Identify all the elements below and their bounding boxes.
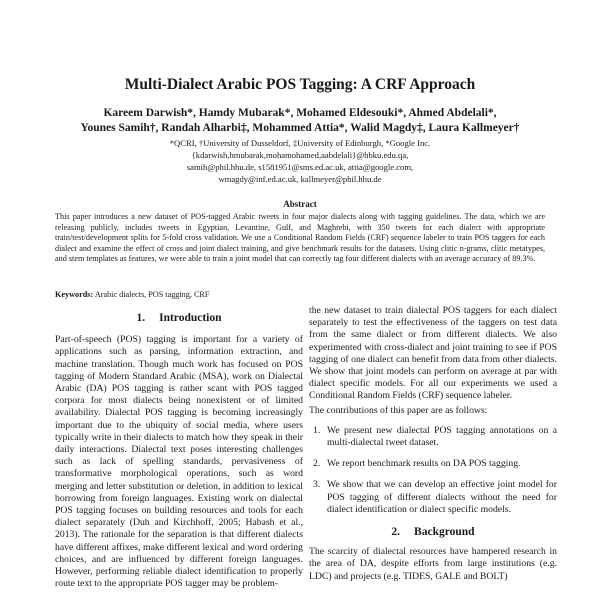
bullet-icon: 3.: [313, 479, 321, 491]
abstract-heading: Abstract: [283, 199, 317, 209]
paper-title: Multi-Dialect Arabic POS Tagging: A CRF Approach: [124, 76, 476, 93]
background-paragraph: The scarcity of dialectal resources have hampered research in the area of DA, despite efforts from large institutions (e.g. LDC) and projects (e.g. TIDES, GALE and BOLT): [309, 546, 557, 582]
author-line-1: Kareem Darwish*, Hamdy Mubarak*, Mohamed Eldesouki*, Ahmed Abdelali*,: [103, 107, 497, 119]
section-number: 2.: [391, 526, 401, 539]
author-list: [30, 106, 570, 136]
section-number: 1.: [136, 312, 146, 324]
keywords: [55, 290, 545, 299]
section-title: Background: [414, 526, 475, 539]
section-title: Introduction: [159, 312, 222, 324]
bullet-icon: 1.: [313, 424, 321, 436]
list-item: 1. We present new dialectal POS tagging annotations on a multi-dialectal tweet dataset.: [313, 424, 557, 449]
keywords-label: Keywords:: [55, 290, 94, 299]
email-line: {kdarwish,hmubarak,mohamohamed,aabdelali}@hbku.edu.qa,: [191, 150, 409, 160]
list-item: 2. We report benchmark results on DA POS tagging.: [313, 458, 521, 470]
section-heading-background: [309, 526, 557, 538]
section-heading-introduction: [55, 312, 303, 324]
introduction-paragraph: Part-of-speech (POS) tagging is important for a variety of applications such as parsing, information extraction, and machine translation. Though much work has focused on POS tagging of Modern Standard Arabic (MSA), work on Dialectal Arabic (DA) POS tagging is rather scant with POS tagged corpora for most dialects being nonexistent or of limited availability. Dialectal POS tagging is becoming increasingly important due to the ubiquity of social media, where users typically write in their dialects to match how they speak in their daily interactions. Dialectal text poses interesting challenges such as lack of spelling standards, pervasiveness of transformative morphological operations, such as word merging and letter substitution or deletion, in addition to lexical borrowing from foreign languages. Existing work on dialectal POS tagging focuses on building resources and tools for each dialect separately (Duh and Kirchhoff, 2005; Habash et al., 2013). The rationale for the separation is that different dialects have different affixes, make different lexical and word ordering choices, and are influenced by different foreign languages. However, performing reliable dialect identification to properly route text to the appropriate POS tagger may be problem-: [55, 334, 303, 590]
email-line: wmagdy@inf.ed.ac.uk, kallmeyer@phil.hhu.de: [218, 174, 382, 184]
author-line-2: Younes Samih†, Randah Alharbi‡, Mohammed Attia*, Walid Magdy‡, Laura Kallmeyer†: [80, 122, 520, 134]
keywords-text: Arabic dialects, POS tagging, CRF: [94, 290, 210, 299]
right-column: [309, 305, 557, 583]
abstract-text: This paper introduces a new dataset of POS-tagged Arabic tweets in four major dialects along with tagging guidelines. The data, which we are releasing publicly, includes tweets in Egyptian, Levantine, Gulf, and Maghrebi, with 350 tweets for each dialect with appropriate train/test/development splits for 5-fold cross validation. We use a Conditional Random Fields (CRF) sequence labeler to train POS taggers for each dialect and examine the effect of cross and joint dialect training, and give benchmark results for the datasets. Using clitic n-grams, clitic metatypes, and stem templates as features, we were able to train a joint model that can correctly tag four different dialects with an average accuracy of 89.3%.: [55, 212, 545, 263]
bullet-icon: 2.: [313, 458, 321, 470]
list-item: 3. We show that we can develop an effective joint model for POS tagging of different dialects without the need for dialect identification or dialect specific models.: [313, 479, 557, 515]
affiliations: [30, 137, 570, 185]
affiliation-line: *QCRI, †University of Dusseldorf, ‡University of Edinburgh, *Google Inc.: [169, 138, 431, 148]
body-paragraph: the new dataset to train dialectal POS taggers for each dialect separately to test the effectiveness of the taggers on test data from the same dialect or from different dialects. We also experimented with cross-dialect and joint training to see if POS tagging of one dialect can benefit from data from other dialects. We show that joint models can perform on average at par with dialect specific models. For all our experiments we used a Conditional Random Fields (CRF) sequence labeler.: [309, 305, 557, 402]
email-line: samih@phil.hhu.de, s1581951@sms.ed.ac.uk, attia@google.com,: [186, 162, 414, 172]
contributions-list: [309, 425, 557, 516]
contributions-intro: The contributions of this paper are as follows:: [309, 404, 488, 416]
left-column: [55, 312, 303, 590]
